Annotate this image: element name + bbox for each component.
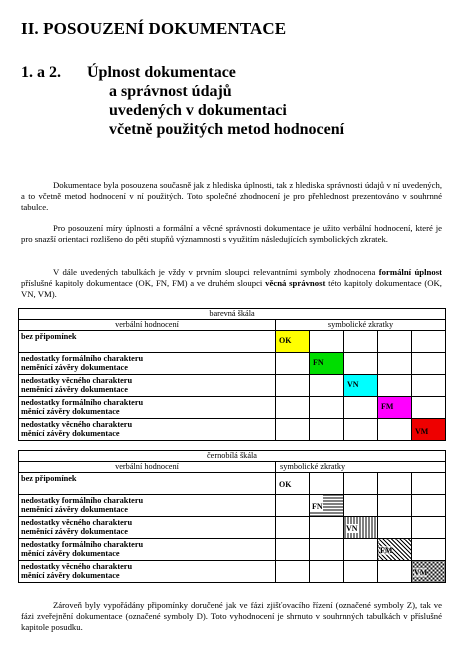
bw-swatch-vm: VM	[412, 561, 446, 583]
color-swatch-fm: FM	[378, 397, 412, 419]
p3-bold-factual: věcná správnost	[265, 277, 326, 288]
bw-swatch-ok: OK	[276, 473, 310, 495]
color-row-label: nedostatky věcného charakteru neměnící závěry dokumentace	[19, 375, 276, 397]
section-heading: II. POSOUZENÍ DOKUMENTACE	[21, 19, 287, 38]
color-table-title: barevná škála	[19, 309, 446, 320]
p3-text-c: příslušné kapitoly dokumentace (OK, FN, FM) a ve druhém sloupci	[21, 277, 266, 288]
color-col-verbal: verbální hodnocení	[19, 320, 276, 331]
color-swatch-vm: VM	[412, 419, 446, 441]
bw-row-label: nedostatky formálního charakteru měnící závěry dokumentace	[19, 539, 276, 561]
color-row-label: nedostatky formálního charakteru neměnící závěry dokumentace	[19, 353, 276, 375]
color-col-symbolic: symbolické zkratky	[276, 320, 446, 331]
bw-table-title: černobílá škála	[19, 451, 446, 462]
color-row-label: bez připomínek	[19, 331, 276, 353]
subsection-number: 1. a 2.	[21, 64, 61, 81]
color-swatch-vn: VN	[344, 375, 378, 397]
paragraph-4: Zároveň byly vypořádány připomínky doručené jak ve fázi zjišťovacího řízení (označené symboly Z), tak ve fázi zveřejnění dokumentace (označené symboly D). Toto vyhodnocení je shrnuto v souhrnných tabulkách v příslušné kapitole posudku.	[21, 600, 442, 632]
paragraph-1: Dokumentace byla posouzena současně jak z hlediska úplnosti, tak z hlediska správnosti údajů v ní uvedených, a to včetně metod hodnocení v ní použitých. Toto společné zhodnocení je pro přehlednost prezentováno v souhrnné tabulce.	[21, 180, 442, 212]
bw-row-label: bez připomínek	[19, 473, 276, 495]
bw-scale-table	[18, 450, 446, 583]
color-row-label: nedostatky formálního charakteru měnící závěry dokumentace	[19, 397, 276, 419]
bw-swatch-vn: VN	[344, 517, 378, 539]
title-line-4: včetně použitých metod hodnocení	[109, 121, 345, 138]
color-row-label: nedostatky věcného charakteru měnící závěry dokumentace	[19, 419, 276, 441]
p3-bold-formal: formální úplnost	[378, 267, 443, 277]
p3-text-a: V dále uvedených tabulkách je vždy v prvním sloupci relevantními symboly zhodnocena	[53, 267, 379, 277]
p3-text-e: této kapitoly dokumentace (OK, VN, VM).	[21, 277, 442, 299]
color-scale-table	[18, 308, 446, 441]
color-swatch-fn: FN	[310, 353, 344, 375]
bw-col-verbal: verbální hodnocení	[19, 462, 276, 473]
paragraph-2: Pro posouzení míry úplnosti a formální a věcné správnosti dokumentace je užito verbální hodnocení, které je pro snazší orientaci rozlišeno do pěti stupňů významnosti s využitím následujících symbolických zkratek.	[21, 223, 442, 244]
title-line-3: uvedených v dokumentaci	[109, 102, 287, 119]
title-line-1: Úplnost dokumentace	[87, 64, 236, 81]
bw-swatch-fm: FM	[378, 539, 412, 561]
bw-swatch-fn: FN	[310, 495, 344, 517]
bw-row-label: nedostatky formálního charakteru neměnící závěry dokumentace	[19, 495, 276, 517]
bw-row-label: nedostatky věcného charakteru neměnící závěry dokumentace	[19, 517, 276, 539]
title-line-2: a správnost údajů	[109, 83, 232, 100]
bw-col-symbolic: symbolické zkratky	[276, 462, 446, 473]
bw-row-label: nedostatky věcného charakteru měnící závěry dokumentace	[19, 561, 276, 583]
paragraph-3	[21, 267, 442, 299]
color-swatch-ok: OK	[276, 331, 310, 353]
